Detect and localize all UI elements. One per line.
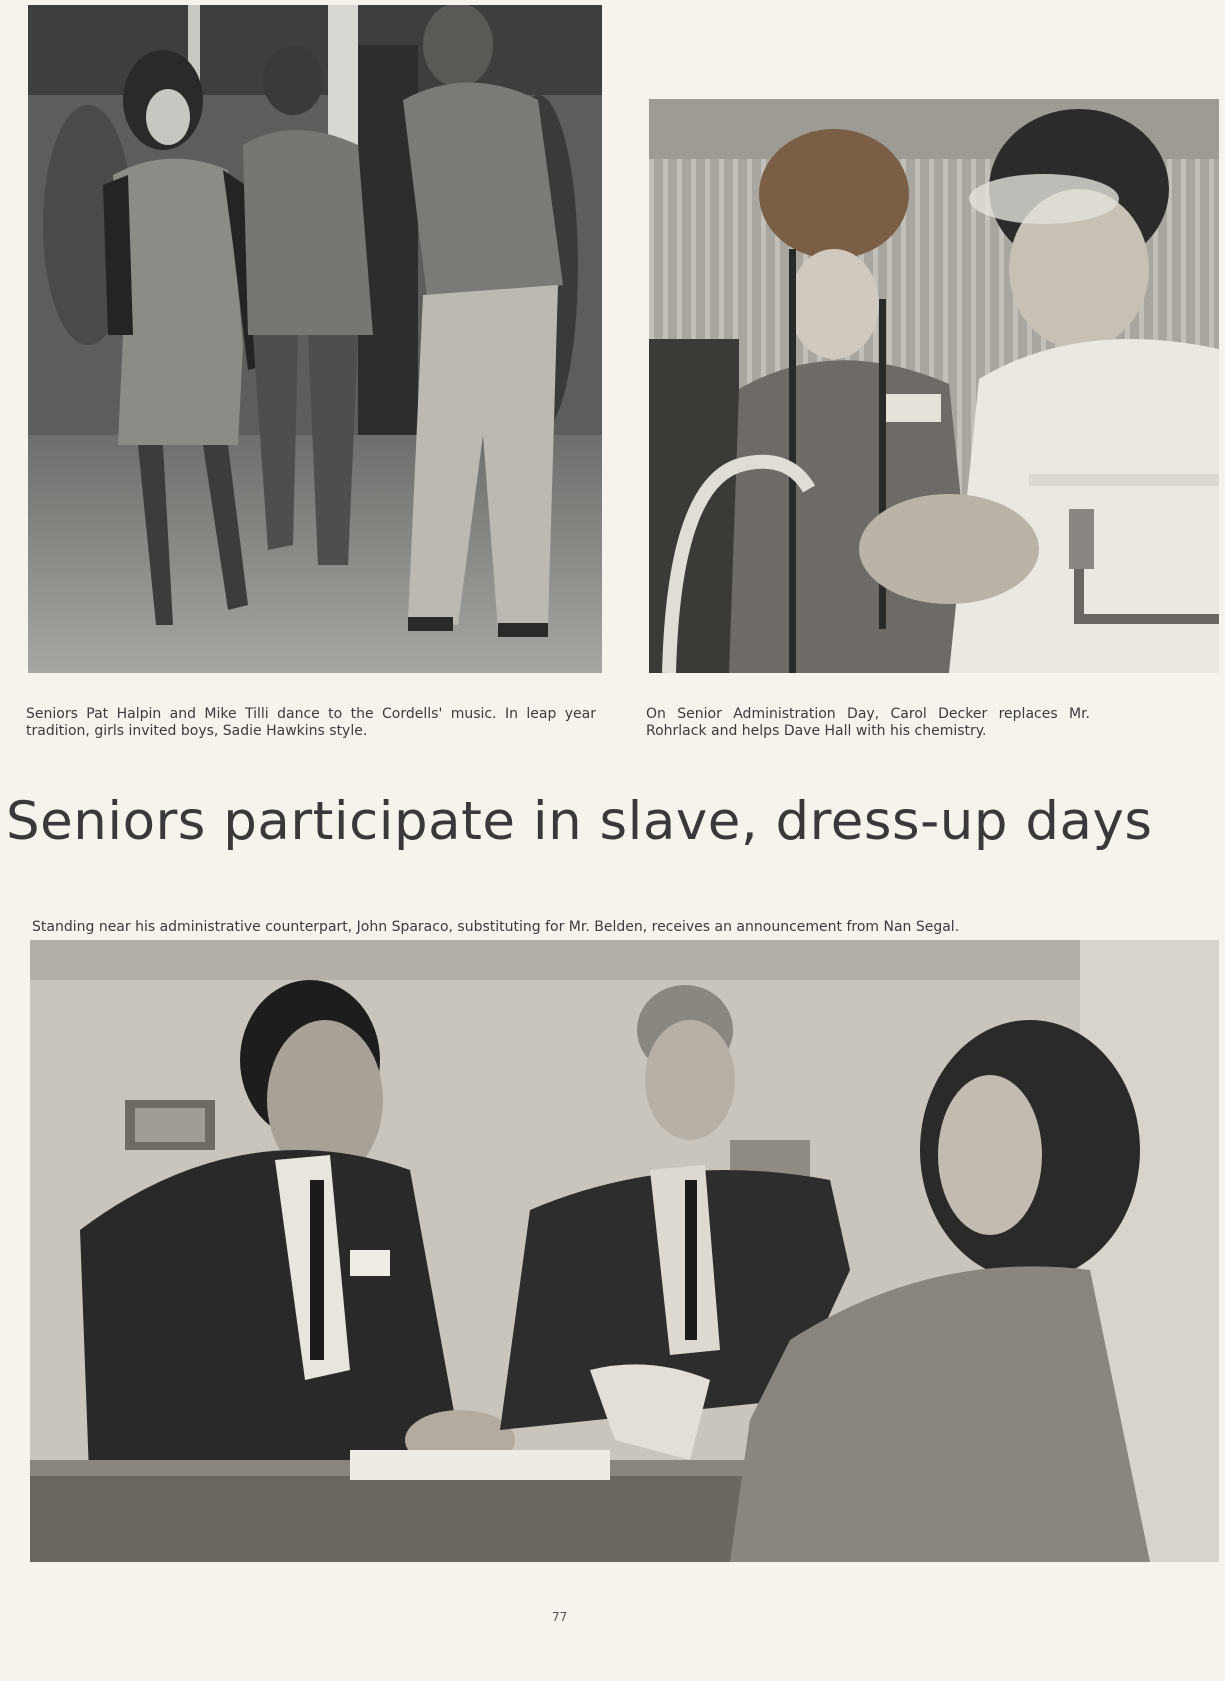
page-number: 77 [552, 1610, 568, 1624]
dance-photo [28, 5, 602, 673]
office-photo-caption: Standing near his administrative counterpart, John Sparaco, substituting for Mr. Belden, receives an announcement from Nan Segal. [32, 919, 960, 935]
office-photo [30, 940, 1219, 1562]
chemistry-photo-caption: On Senior Administration Day, Carol Decker replaces Mr. Rohrlack and helps Dave Hall with his chemistry. [646, 706, 1090, 739]
page-headline: Seniors participate in slave, dress-up days [6, 791, 1153, 852]
chemistry-photo [649, 99, 1219, 673]
office-photo-image [30, 940, 1219, 1562]
dance-photo-image [28, 5, 602, 673]
chemistry-photo-image [649, 99, 1219, 673]
dance-photo-caption: Seniors Pat Halpin and Mike Tilli dance to the Cordells' music. In leap year tradition, girls invited boys, Sadie Hawkins style. [26, 706, 596, 739]
